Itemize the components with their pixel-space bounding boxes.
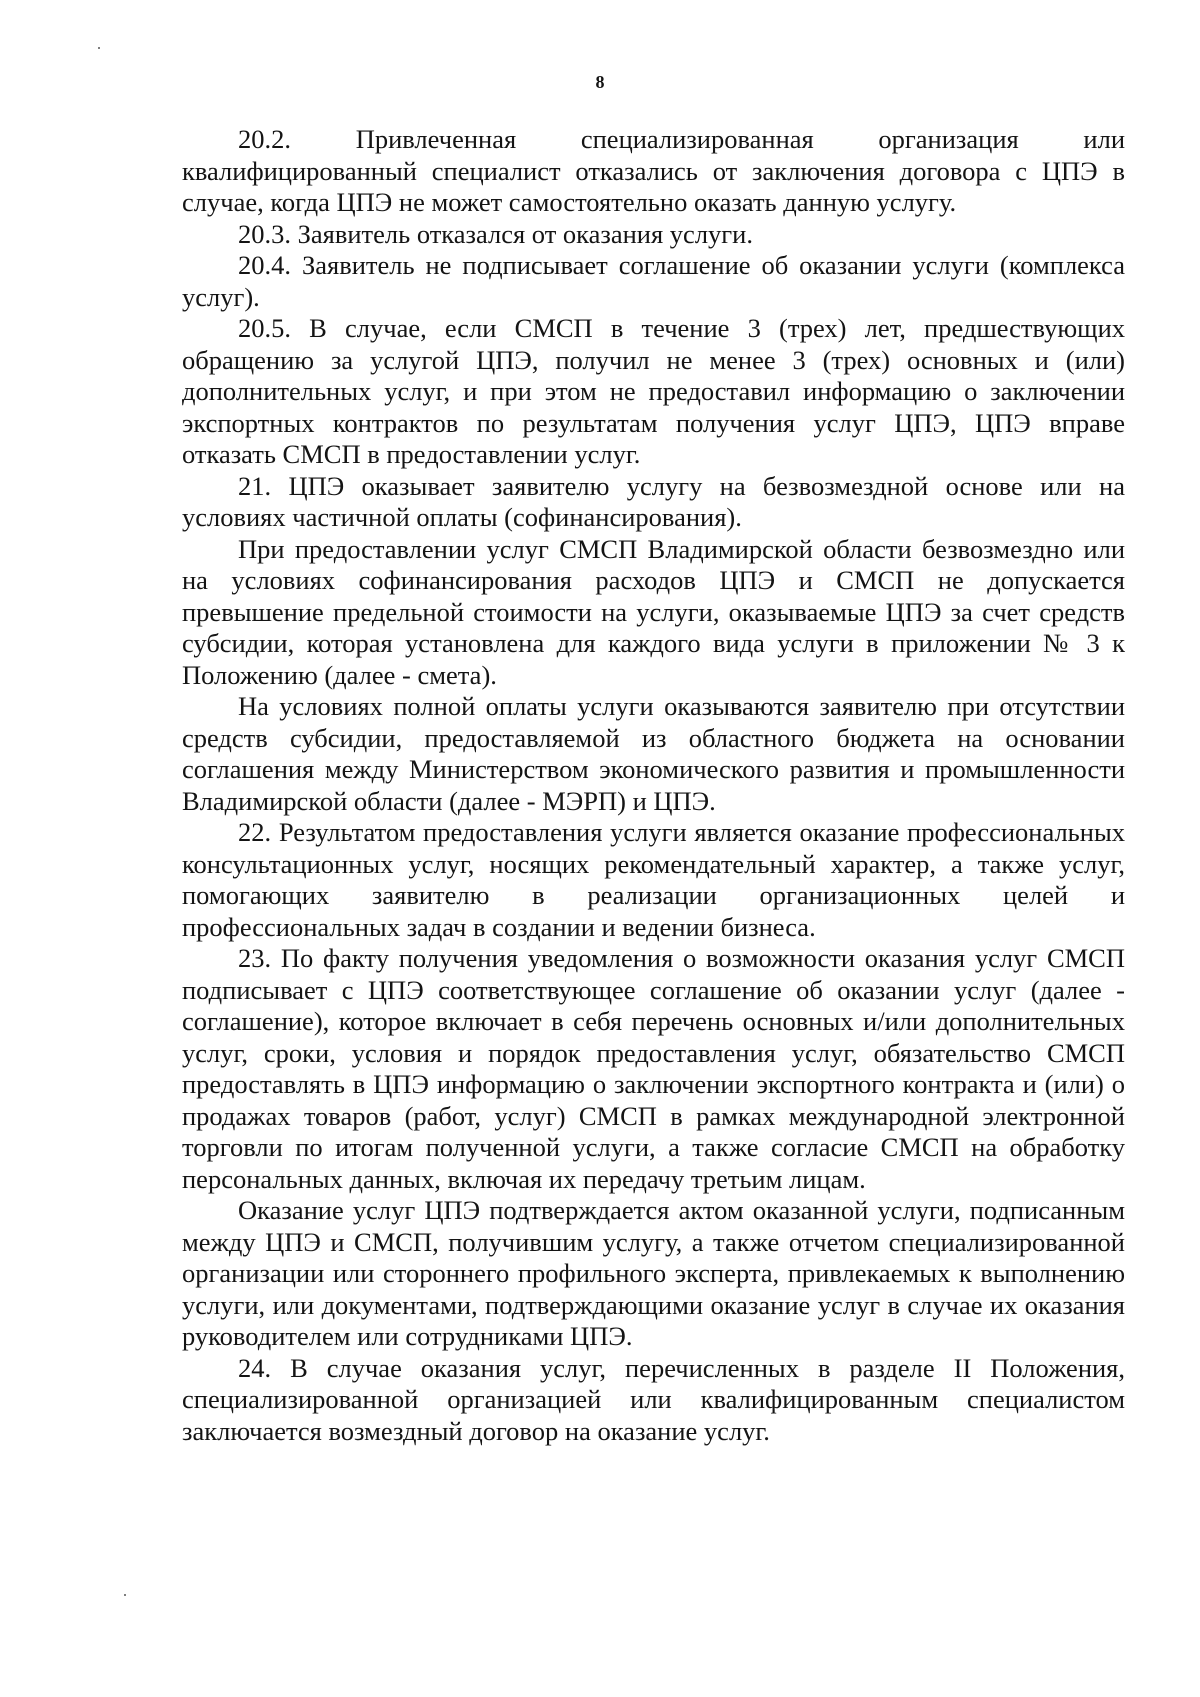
paragraph-23: 23. По факту получения уведомления о возможности оказания услуг СМСП подписывает с ЦПЭ соответствующее соглашение об оказании услуг (далее - соглашение), которое включает в себя перечень основных и/или дополнительных услуг, сроки, условия и порядок предоставления услуг, обязательство СМСП предоставлять в ЦПЭ информацию о заключении экспортного контракта и (или) о продажах товаров (работ, услуг) СМСП в рамках международной электронной торговли по итогам полученной услуги, а также согласие СМСП на обработку персональных данных, включая их передачу третьим лицам. [182,943,1125,1194]
paragraph-22: 22. Результатом предоставления услуги является оказание профессиональных консультационных услуг, носящих рекомендательный характер, а также услуг, помогающих заявителю в реализации организационных целей и профессиональных задач в создании и ведении бизнеса. [182,817,1125,942]
paragraph-23-confirmation: Оказание услуг ЦПЭ подтверждается актом оказанной услуги, подписанным между ЦПЭ и СМСП, получившим услугу, а также отчетом специализированной организации или стороннего профильного эксперта, привлекаемых к выполнению услуги, или документами, подтверждающими оказание услуг в случае их оказания руководителем или сотрудниками ЦПЭ. [182,1195,1125,1351]
paragraph-20-2: 20.2. Привлеченная специализированная организация или квалифицированный специалист отказались от заключения договора с ЦПЭ в случае, когда ЦПЭ не может самостоятельно оказать данную услугу. [182,124,1125,217]
paragraph-21-full-payment: На условиях полной оплаты услуги оказываются заявителю при отсутствии средств субсидии, предоставляемой из областного бюджета на основании соглашения между Министерством экономического развития и промышленности Владимирской области (далее - МЭРП) и ЦПЭ. [182,691,1125,816]
paragraph-20-4: 20.4. Заявитель не подписывает соглашение об оказании услуги (комплекса услуг). [182,250,1125,312]
document-body [182,124,1125,1447]
paragraph-21-cofinancing: При предоставлении услуг СМСП Владимирской области безвозмездно или на условиях софинансирования расходов ЦПЭ и СМСП не допускается превышение предельной стоимости на услуги, оказываемые ЦПЭ за счет средств субсидии, которая установлена для каждого вида услуги в приложении № 3 к Положению (далее - смета). [182,533,1125,690]
paragraph-20-3: 20.3. Заявитель отказался от оказания услуги. [238,218,753,249]
paragraph-24: 24. В случае оказания услуг, перечисленных в разделе II Положения, специализированной организацией или квалифицированным специалистом заключается возмездный договор на оказание услуг. [182,1352,1125,1446]
scan-speck-bottom [124,1594,126,1596]
page-number: 8 [595,72,605,92]
scan-speck-top [98,47,100,49]
paragraph-20-5: 20.5. В случае, если СМСП в течение 3 (трех) лет, предшествующих обращению за услугой ЦПЭ, получил не менее 3 (трех) основных и (или) дополнительных услуг, и при этом не предоставил информацию о заключении экспортных контрактов по результатам получения услуг ЦПЭ, ЦПЭ вправе отказать СМСП в предоставлении услуг. [182,313,1125,469]
paragraph-21: 21. ЦПЭ оказывает заявителю услугу на безвозмездной основе или на условиях частичной оплаты (софинансирования). [182,470,1125,532]
